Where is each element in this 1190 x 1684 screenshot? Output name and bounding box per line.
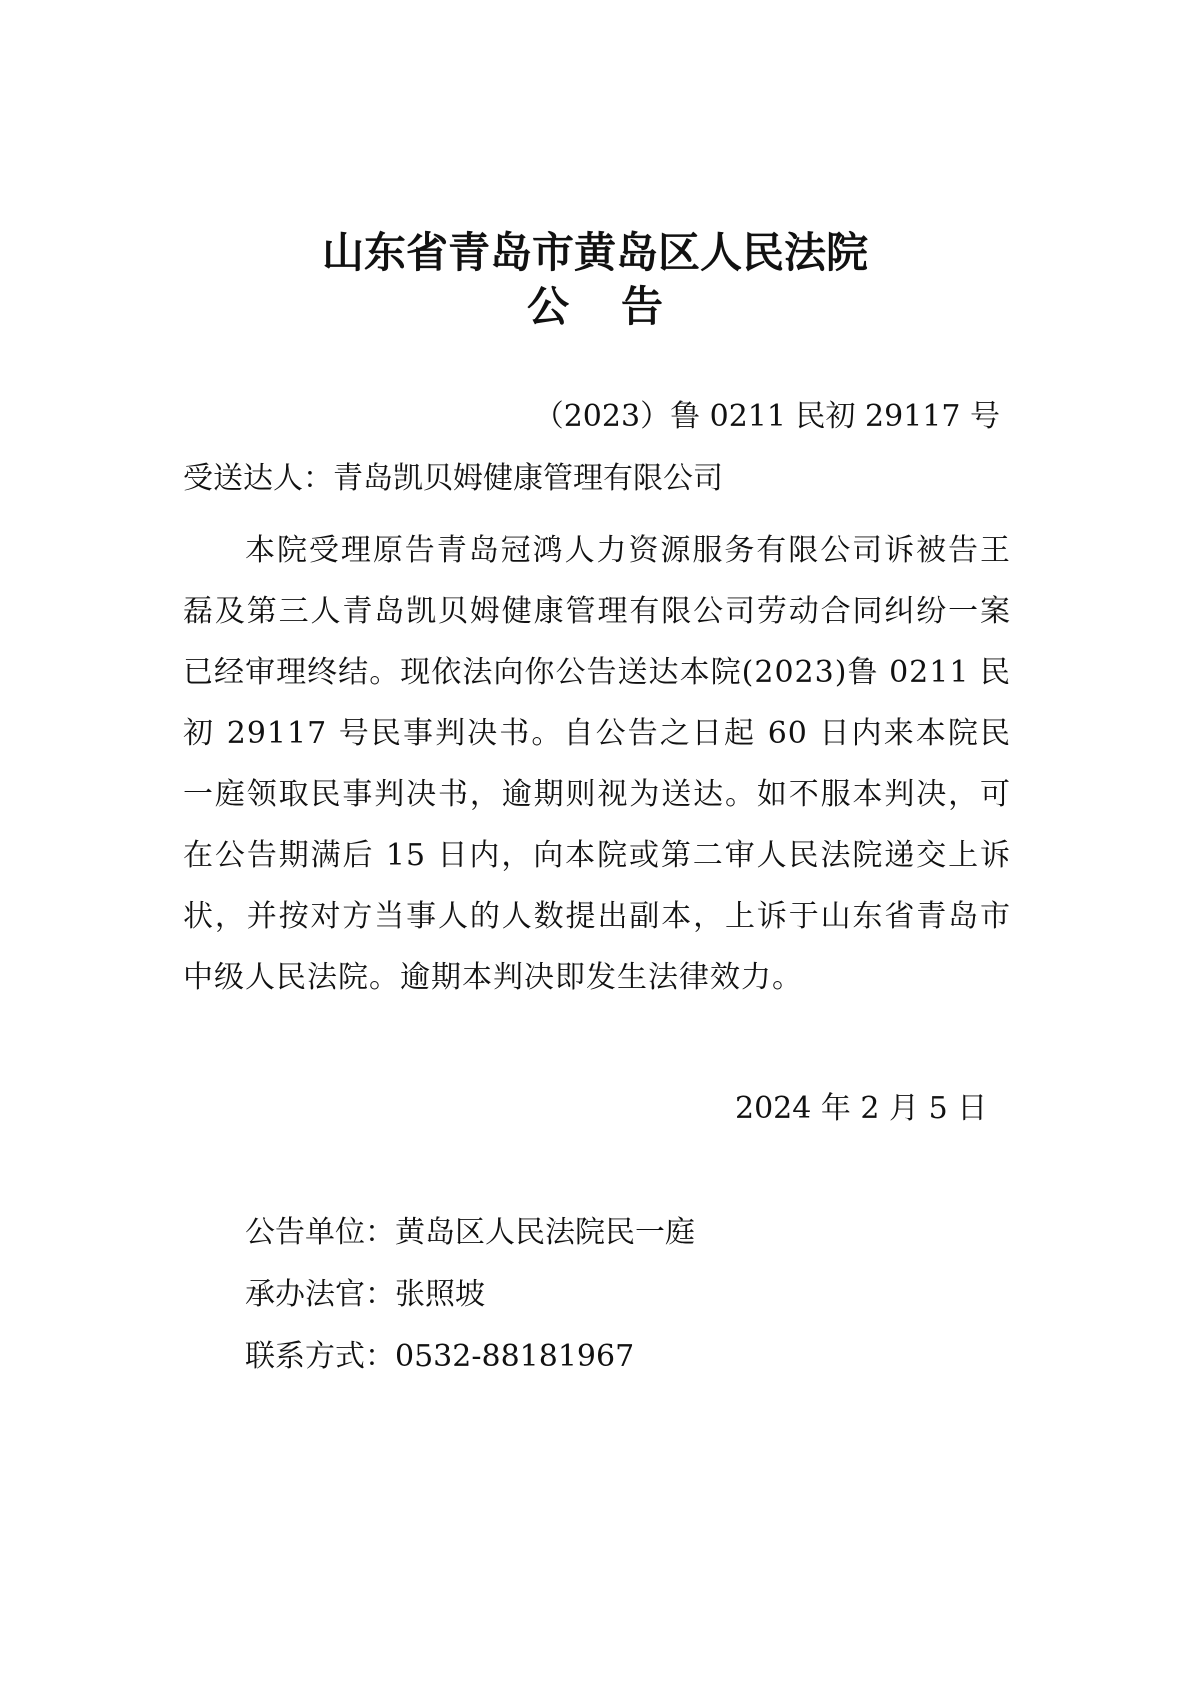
footer-unit-value: 黄岛区人民法院民一庭 [395, 1215, 695, 1250]
footer-judge-label: 承办法官： [245, 1277, 395, 1312]
recipient-label: 受送达人： [183, 461, 333, 496]
case-number: （2023）鲁 0211 民初 29117 号 [533, 399, 1000, 434]
recipient-line [183, 459, 723, 499]
notice-title: 公告 [526, 282, 715, 331]
notice-date: 2024 年 2 月 5 日 [735, 1091, 988, 1126]
footer-unit [245, 1213, 695, 1253]
court-name-heading: 山东省青岛市黄岛区人民法院 [321, 228, 868, 277]
footer-unit-label: 公告单位： [245, 1215, 395, 1250]
notice-body: 本院受理原告青岛冠鸿人力资源服务有限公司诉被告王磊及第三人青岛凯贝姆健康管理有限公司劳动合同纠纷一案已经审理终结。现依法向你公告送达本院(2023)鲁 0211 民初 29117 号民事判决书。自公告之日起 60 日内来本院民一庭领取民事判决书，逾期则视为送达。如不服本判决，可在公告期满后 15 日内，向本院或第二审人民法院递交上诉状，并按对方当事人的人数提出副本，上诉于山东省青岛市中级人民法院。逾期本判决即发生法律效力。 [183, 533, 1011, 995]
footer-judge-value: 张照坡 [395, 1277, 485, 1312]
footer-judge [245, 1275, 485, 1315]
footer-contact [245, 1337, 634, 1377]
recipient-name: 青岛凯贝姆健康管理有限公司 [333, 461, 723, 496]
footer-contact-value: 0532-88181967 [395, 1339, 635, 1374]
footer-contact-label: 联系方式： [245, 1339, 395, 1374]
